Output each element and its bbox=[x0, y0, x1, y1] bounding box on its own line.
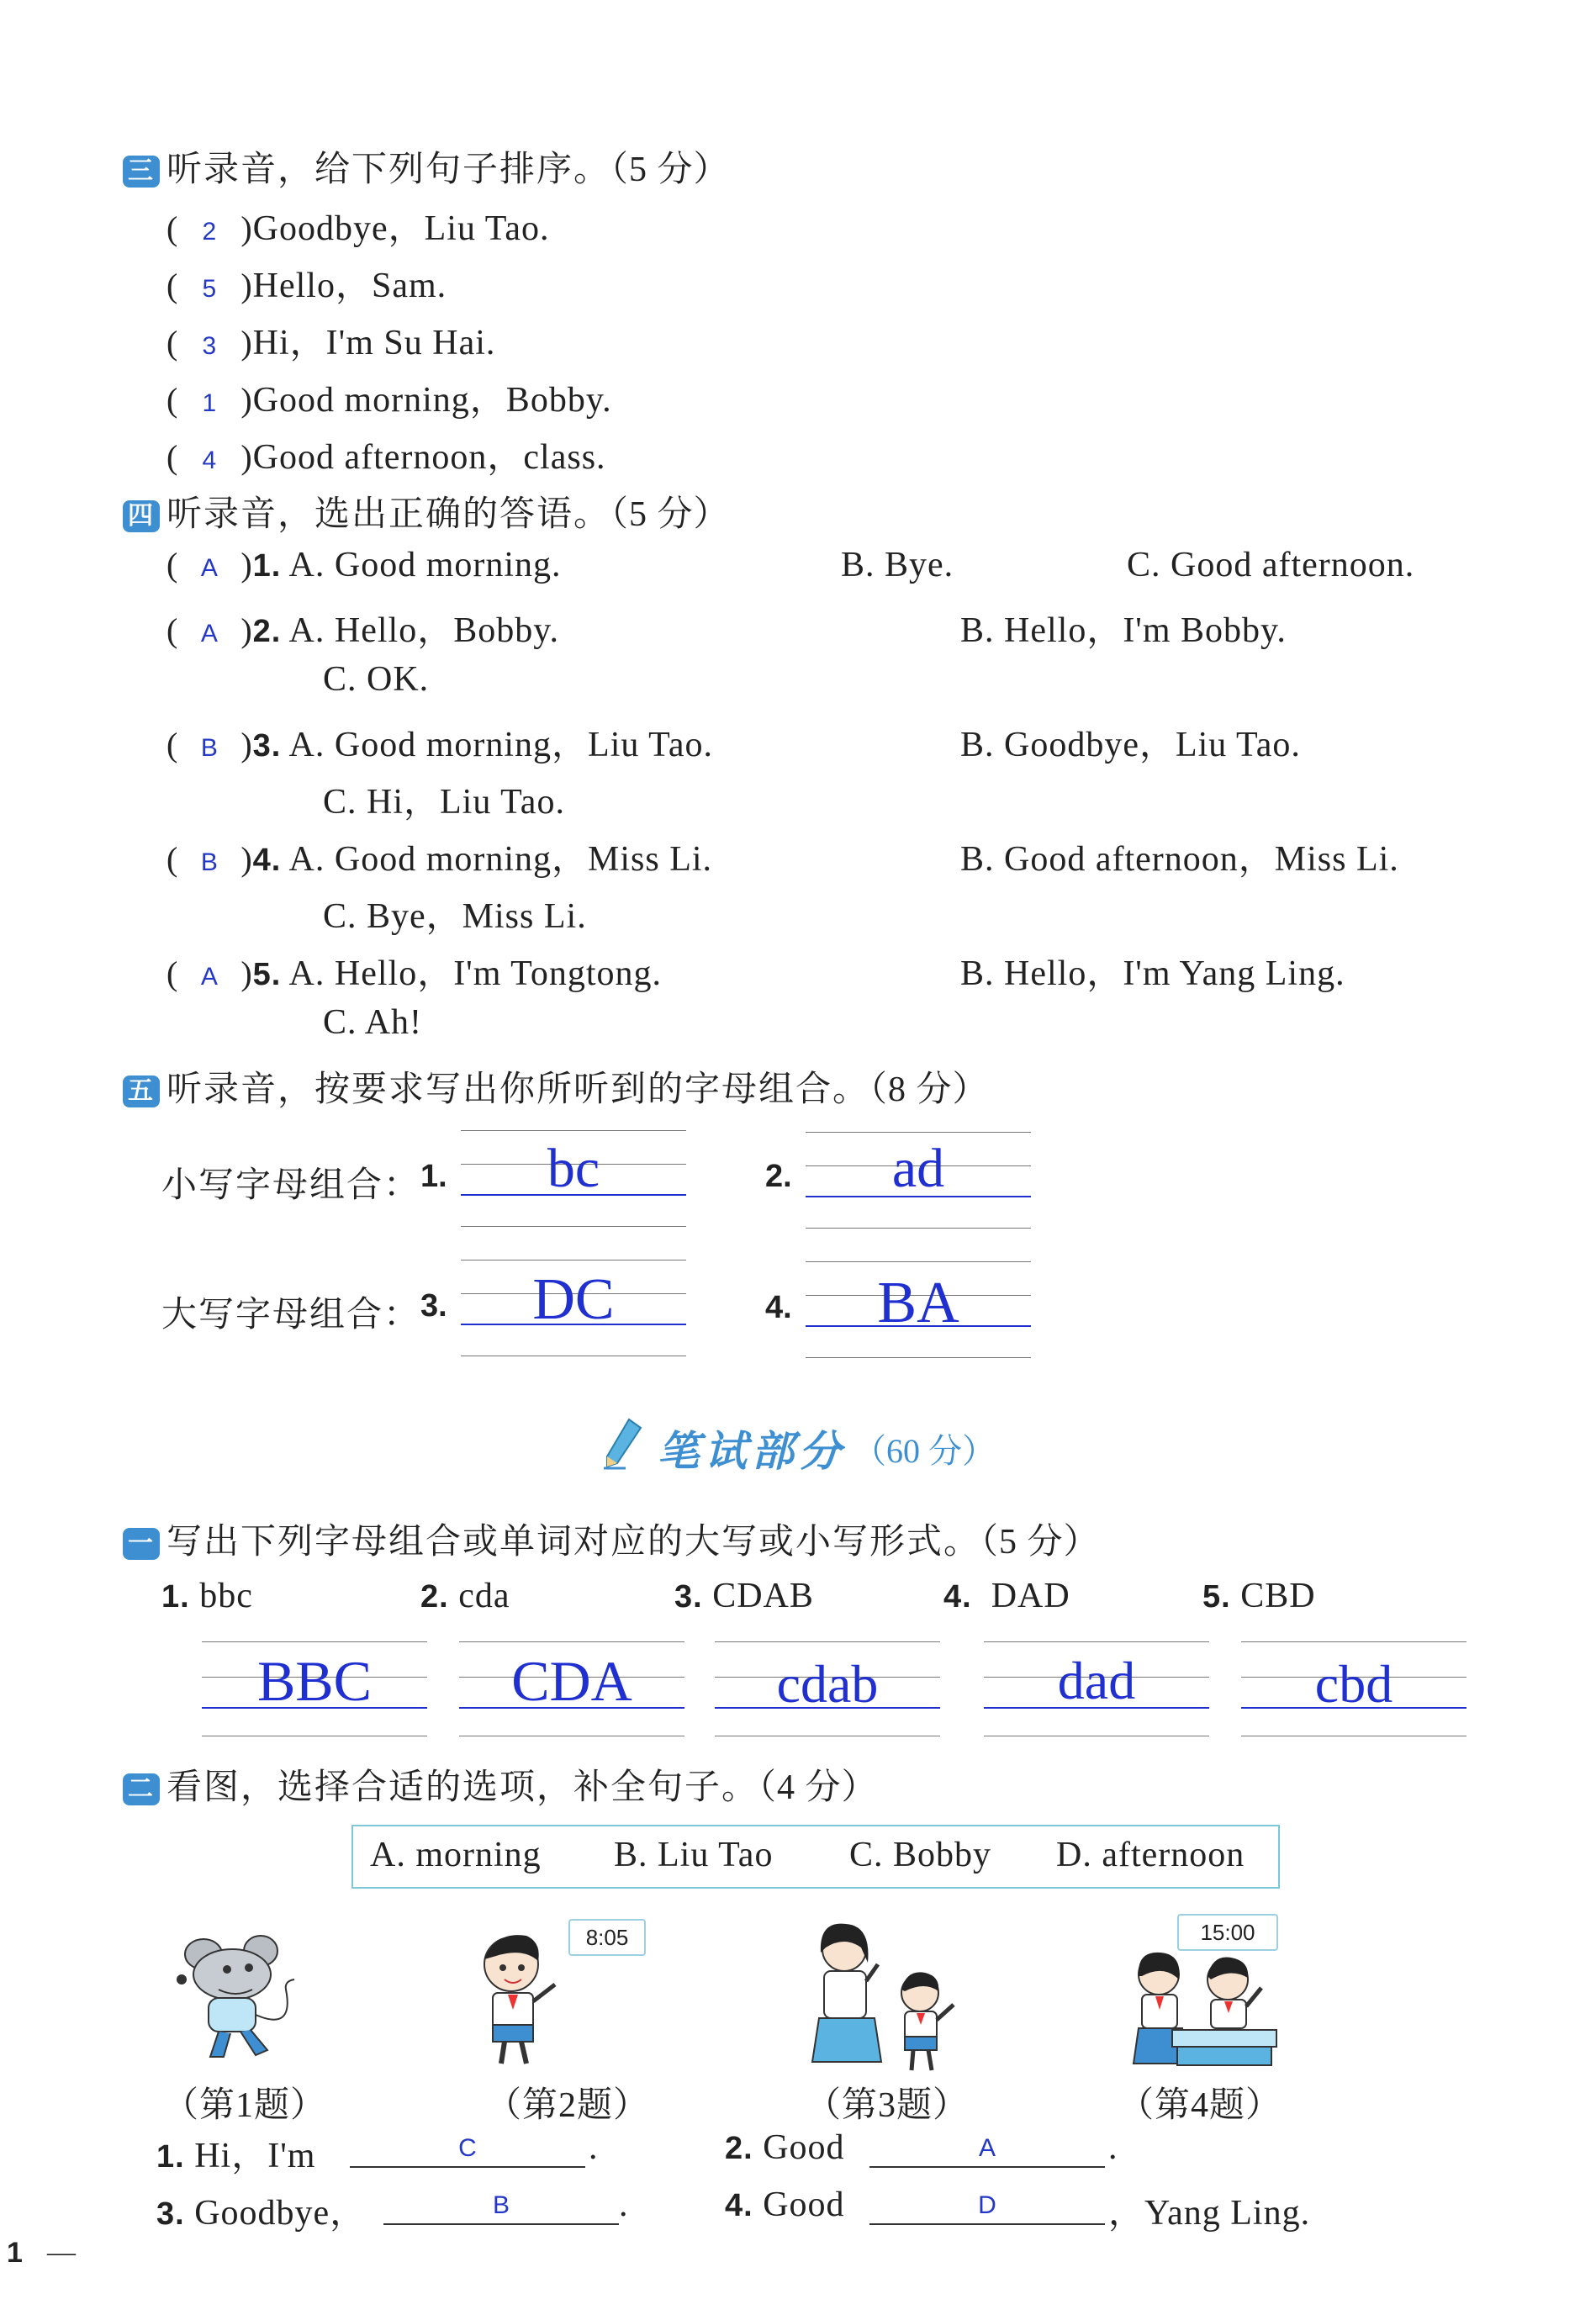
option-item: C. Bobby bbox=[849, 1836, 992, 1874]
section-3-title: 三 听录音，给下列句子排序。（5 分） bbox=[123, 141, 730, 192]
w-section-2-title: 二 看图，选择合适的选项，补全句子。（4 分） bbox=[123, 1759, 878, 1810]
pencil-icon bbox=[600, 1416, 647, 1470]
answer-input[interactable]: C bbox=[458, 2134, 477, 2162]
option-b: B. Good afternoon，Miss Li. bbox=[960, 840, 1399, 879]
page-number: 1 bbox=[7, 2237, 23, 2269]
sentence-1: 1. Hi，I'm bbox=[156, 2137, 316, 2175]
sentence-4: 4. Good bbox=[725, 2185, 845, 2224]
list-item: ( 3 )Hi，I'm Su Hai. bbox=[166, 324, 496, 362]
answer-input[interactable]: bc bbox=[547, 1138, 600, 1199]
written-part-points: （60 分） bbox=[853, 1432, 996, 1470]
uppercase-label: 大写字母组合： bbox=[161, 1293, 421, 1334]
word-item: 4. DAD bbox=[943, 1577, 1070, 1615]
list-item: ( B )3. A. Good morning，Liu Tao. bbox=[166, 726, 713, 764]
answer-input[interactable]: A bbox=[200, 554, 219, 582]
list-item: ( A )1. A. Good morning. bbox=[166, 546, 562, 584]
option-b: B. Hello，I'm Bobby. bbox=[960, 611, 1287, 650]
clock-time: 15:00 bbox=[1177, 1914, 1278, 1951]
answer-input[interactable]: A bbox=[200, 620, 219, 647]
option-b: B. Goodbye，Liu Tao. bbox=[960, 726, 1301, 764]
teacher-student-illustration bbox=[794, 1914, 970, 2074]
answer-input[interactable]: BA bbox=[877, 1271, 959, 1335]
answer-input[interactable]: DC bbox=[532, 1267, 615, 1332]
mouse-illustration bbox=[168, 1931, 311, 2065]
word-item: 2. cda bbox=[420, 1577, 510, 1615]
option-b: B. Bye. bbox=[841, 546, 954, 584]
w-section-1-title: 一 写出下列字母组合或单词对应的大写或小写形式。（5 分） bbox=[123, 1514, 1100, 1564]
answer-input[interactable]: ad bbox=[891, 1138, 945, 1199]
answer-input[interactable]: D bbox=[978, 2191, 996, 2219]
answer-input[interactable]: 4 bbox=[202, 447, 218, 474]
picture-label: （第3题） bbox=[806, 2086, 970, 2125]
sentence-2: 2. Good bbox=[725, 2128, 845, 2167]
answer-input[interactable]: 1 bbox=[202, 389, 218, 417]
option-item: B. Liu Tao bbox=[614, 1836, 774, 1874]
option-c: C. OK. bbox=[323, 660, 430, 699]
option-item: A. morning bbox=[370, 1836, 542, 1874]
word-item: 1. bbc bbox=[161, 1577, 253, 1615]
section-5-badge: 五 bbox=[123, 1076, 160, 1107]
section-4-title: 四 听录音，选出正确的答语。（5 分） bbox=[123, 486, 730, 536]
answer-input[interactable]: cbd bbox=[1314, 1654, 1393, 1714]
item-number: 2. bbox=[765, 1159, 792, 1194]
list-item: ( 5 )Hello，Sam. bbox=[166, 267, 447, 305]
item-number: 3. bbox=[420, 1288, 447, 1324]
boy-illustration bbox=[471, 1926, 572, 2069]
girl-boy-desk-illustration bbox=[1122, 1946, 1282, 2072]
section-3-badge: 三 bbox=[123, 156, 160, 188]
answer-input[interactable]: 3 bbox=[202, 332, 218, 360]
option-item: D. afternoon bbox=[1056, 1836, 1245, 1874]
list-item: ( A )2. A. Hello，Bobby. bbox=[166, 611, 559, 650]
answer-input[interactable]: A bbox=[978, 2134, 996, 2162]
list-item: ( 1 )Good morning，Bobby. bbox=[166, 381, 612, 420]
answer-input[interactable]: 5 bbox=[202, 275, 218, 303]
answer-input[interactable]: CDA bbox=[511, 1649, 632, 1713]
item-number: 4. bbox=[765, 1290, 792, 1325]
item-number: 1. bbox=[420, 1159, 447, 1194]
answer-input[interactable]: B bbox=[200, 848, 219, 876]
list-item: ( 2 )Goodbye，Liu Tao. bbox=[166, 209, 550, 248]
picture-label: （第4题） bbox=[1118, 2086, 1282, 2125]
option-c: C. Hi，Liu Tao. bbox=[323, 783, 565, 822]
w-section-2-badge: 二 bbox=[123, 1773, 160, 1805]
list-item: ( 4 )Good afternoon，class. bbox=[166, 438, 606, 477]
list-item: ( B )4. A. Good morning，Miss Li. bbox=[166, 840, 713, 879]
picture-label: （第1题） bbox=[163, 2086, 327, 2125]
picture-label: （第2题） bbox=[486, 2086, 650, 2125]
section-4-badge: 四 bbox=[123, 500, 160, 532]
w-section-1-badge: 一 bbox=[123, 1528, 160, 1560]
sentence-3: 3. Goodbye， bbox=[156, 2194, 367, 2233]
answer-input[interactable]: dad bbox=[1057, 1651, 1136, 1710]
answer-input[interactable]: A bbox=[200, 963, 219, 991]
answer-input[interactable]: B bbox=[492, 2191, 510, 2219]
written-part-title: 笔试部分 bbox=[658, 1427, 846, 1476]
answer-input[interactable]: BBC bbox=[256, 1649, 373, 1713]
section-5-title: 五 听录音，按要求写出你所听到的字母组合。（8 分） bbox=[123, 1061, 989, 1112]
option-c: C. Good afternoon. bbox=[1127, 546, 1415, 584]
answer-input[interactable]: cdab bbox=[776, 1654, 879, 1714]
answer-input[interactable]: B bbox=[200, 734, 219, 762]
option-b: B. Hello，I'm Yang Ling. bbox=[960, 954, 1345, 993]
written-part-header bbox=[600, 1413, 1004, 1475]
page-dash: — bbox=[47, 2237, 76, 2268]
lowercase-label: 小写字母组合： bbox=[161, 1164, 421, 1205]
answer-input[interactable]: 2 bbox=[202, 218, 218, 246]
option-c: C. Ah! bbox=[323, 1003, 423, 1042]
word-item: 5. CBD bbox=[1202, 1577, 1316, 1615]
option-c: C. Bye，Miss Li. bbox=[323, 897, 587, 936]
clock-time: 8:05 bbox=[568, 1919, 646, 1956]
list-item: ( A )5. A. Hello，I'm Tongtong. bbox=[166, 954, 663, 993]
word-item: 3. CDAB bbox=[674, 1577, 814, 1615]
